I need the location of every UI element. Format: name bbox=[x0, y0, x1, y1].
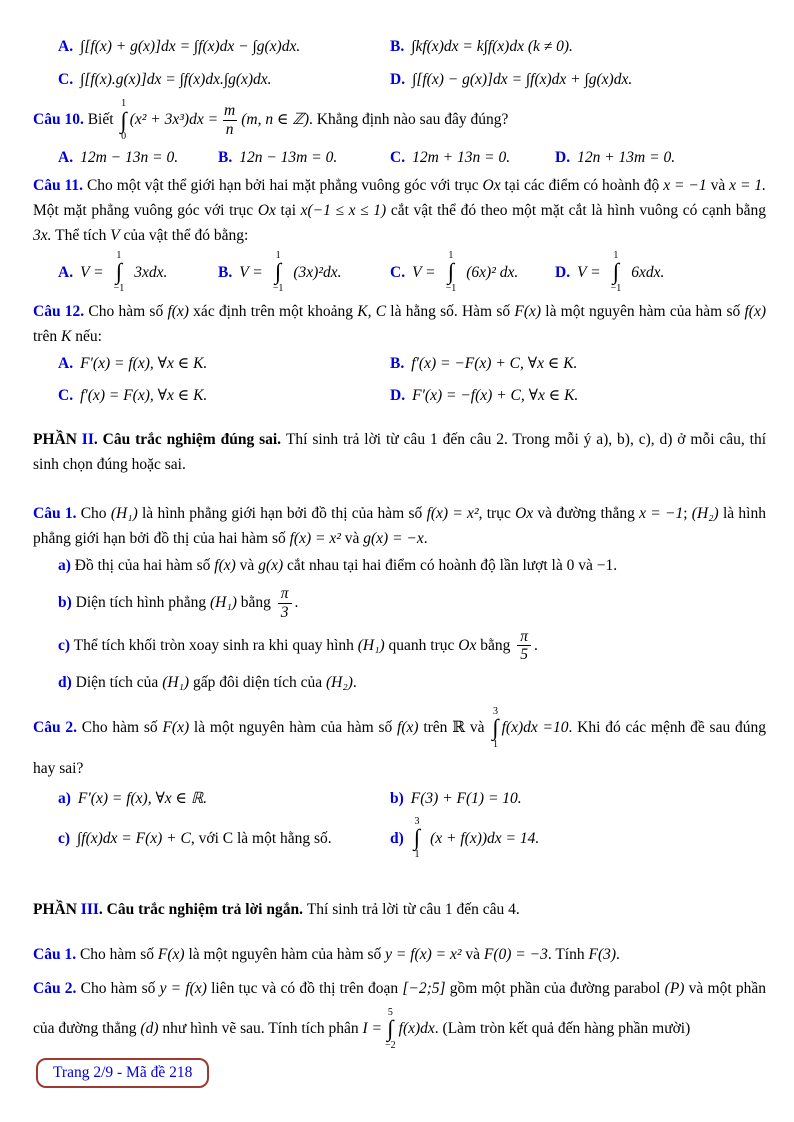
integral-lower-limit: −1 bbox=[113, 283, 125, 295]
part2-numeral: II bbox=[81, 431, 94, 449]
item-letter: c) bbox=[58, 829, 71, 847]
option-pre: V = bbox=[80, 263, 104, 281]
q11-math: x = 1. bbox=[729, 176, 766, 194]
option-formula: 12n − 13m = 0. bbox=[239, 148, 338, 166]
p2q1-text: và đường thẳng bbox=[533, 505, 640, 523]
part3-word: PHẦN bbox=[33, 900, 81, 918]
integral-sign: ∫ bbox=[492, 715, 499, 741]
item-math: f(x) bbox=[214, 557, 236, 575]
fraction-numerator: π bbox=[280, 585, 289, 603]
p3q1-text: Cho hàm số bbox=[76, 945, 158, 963]
q09-options bbox=[58, 34, 766, 92]
item-text: . bbox=[294, 593, 299, 611]
item-text: . bbox=[352, 674, 357, 692]
q11-text: Thể tích bbox=[51, 226, 111, 244]
p2q2-item-c bbox=[58, 816, 390, 861]
q12-math: K bbox=[60, 327, 72, 345]
integral-with-limits bbox=[446, 250, 457, 295]
option-letter: D. bbox=[390, 387, 406, 405]
item-formula: F(3) + F(1) = 10. bbox=[410, 790, 522, 808]
p2q2-items-ab bbox=[58, 786, 766, 812]
fraction-numerator: π bbox=[520, 627, 529, 645]
q11-text: Cho một vật thể giới hạn bởi hai mặt phẳng vuông góc với trục bbox=[83, 176, 483, 194]
p2q2-items-cd bbox=[58, 816, 766, 861]
part2-desc: Thí sinh trả lời từ câu 1 đến câu 2. Trong mỗi ý a), b), c), d) ở mỗi câu, thí sinh chọn đúng hoặc sai. bbox=[33, 431, 767, 474]
integral-upper-limit: 1 bbox=[613, 249, 619, 261]
option-formula: ∫kf(x)dx = k∫f(x)dx (k ≠ 0). bbox=[411, 38, 573, 55]
integral-sign: ∫ bbox=[387, 1016, 394, 1042]
q11-text: của vật thể đó bằng: bbox=[119, 226, 249, 244]
q12-math: f(x) bbox=[167, 302, 189, 320]
part3-title: Câu trắc nghiệm trả lời ngắn. bbox=[106, 900, 307, 918]
part2-title: Câu trắc nghiệm đúng sai. bbox=[102, 431, 286, 449]
p2q1-item-a bbox=[58, 553, 766, 579]
fraction-denominator: 5 bbox=[517, 645, 531, 664]
item-math: (H₁) bbox=[162, 674, 190, 692]
item-text: bằng bbox=[476, 636, 515, 654]
q09-option-a bbox=[58, 34, 390, 60]
q11-math: x(−1 ≤ x ≤ 1) bbox=[300, 201, 387, 219]
fraction bbox=[278, 585, 292, 622]
integral-lower-limit: −1 bbox=[610, 283, 622, 295]
p2q1-math: Ox bbox=[515, 505, 534, 523]
q12-text: là hằng số. Hàm số bbox=[386, 302, 515, 320]
q11-option-d bbox=[555, 250, 766, 295]
option-letter: D. bbox=[555, 263, 571, 281]
p2q2-item-b bbox=[390, 786, 766, 812]
fraction bbox=[517, 628, 531, 665]
integral-upper-limit: 1 bbox=[448, 249, 454, 261]
q12-text: Cho hàm số bbox=[84, 302, 168, 320]
part2-dot: . bbox=[93, 431, 103, 449]
p2q2-text: là một nguyên hàm của hàm số bbox=[189, 718, 398, 736]
p3q2-math: y = f(x) bbox=[159, 979, 207, 997]
p2q1-item-d bbox=[58, 670, 766, 696]
option-pre: V = bbox=[412, 263, 436, 281]
q12-math: K, C bbox=[357, 302, 387, 320]
q11-math: Ox bbox=[482, 176, 501, 194]
part3-desc: Thí sinh trả lời từ câu 1 đến câu 4. bbox=[306, 900, 520, 918]
integral-upper-limit: 5 bbox=[387, 1006, 393, 1018]
p2q1-math: f(x) = x² bbox=[289, 530, 341, 548]
q10-option-d bbox=[555, 145, 766, 171]
q12-option-d bbox=[390, 383, 766, 409]
q09-option-d bbox=[390, 67, 766, 93]
q12-options bbox=[58, 351, 766, 409]
item-letter: c) bbox=[58, 636, 71, 654]
option-letter: C. bbox=[390, 263, 406, 281]
option-letter: B. bbox=[390, 38, 405, 55]
q10-intro: Biết bbox=[83, 111, 118, 129]
q09-option-c bbox=[58, 67, 390, 93]
item-math: g(x) bbox=[258, 557, 284, 575]
item-formula: ∫f(x)dx = F(x) + C bbox=[77, 829, 191, 847]
p2q1-text: và bbox=[340, 530, 364, 548]
q12-statement bbox=[33, 299, 766, 349]
question-label: Câu 2. bbox=[33, 718, 77, 736]
item-letter: b) bbox=[390, 790, 404, 808]
item-formula: (x + f(x))dx = 14. bbox=[430, 829, 540, 847]
option-formula: ∫[f(x) + g(x)]dx = ∫f(x)dx − ∫g(x)dx. bbox=[80, 38, 301, 55]
p2q1-text: ; bbox=[683, 505, 692, 523]
option-letter: A. bbox=[58, 263, 74, 281]
p3q1-math: F(0) = −3 bbox=[483, 945, 548, 963]
question-label: Câu 11. bbox=[33, 176, 84, 194]
option-formula: F′(x) = −f(x) + C, ∀x ∈ K. bbox=[412, 387, 579, 405]
integral-with-limits bbox=[385, 1007, 396, 1052]
p2q2-item-d bbox=[390, 816, 766, 861]
option-letter: B. bbox=[218, 263, 233, 281]
p3q1-text: và bbox=[461, 945, 484, 963]
item-text: Diện tích của bbox=[71, 674, 163, 692]
p2q2-math: F(x) bbox=[162, 718, 190, 736]
integral-upper-limit: 1 bbox=[275, 249, 281, 261]
q11-math: 3x. bbox=[33, 226, 52, 244]
item-letter: a) bbox=[58, 557, 71, 575]
item-text: . bbox=[534, 636, 538, 654]
p2q1-math: x = −1 bbox=[639, 505, 684, 523]
p3q2-text: liên tục và có đồ thị trên đoạn bbox=[206, 979, 403, 997]
q11-math: x = −1 bbox=[663, 176, 707, 194]
item-text: và bbox=[235, 557, 259, 575]
integral-with-limits bbox=[273, 250, 284, 295]
item-formula: F′(x) = f(x), ∀x ∈ ℝ. bbox=[77, 790, 208, 808]
item-text: , với C là một hằng số. bbox=[190, 829, 332, 847]
q12-text: xác định trên một khoảng bbox=[188, 302, 358, 320]
p3q2-math: [−2;5] bbox=[402, 979, 446, 997]
p2q1-math: f(x) = x² bbox=[426, 505, 479, 523]
q11-text: Một mặt phẳng vuông góc với trục bbox=[33, 201, 258, 219]
p2q1-item-b bbox=[58, 585, 766, 622]
integral-sign: ∫ bbox=[413, 825, 421, 851]
p2q1-text: Cho bbox=[76, 505, 111, 523]
q11-text: tại các điểm có hoành độ bbox=[500, 176, 664, 194]
integral-with-limits bbox=[414, 816, 420, 861]
p3q2-text: như hình vẽ sau. Tính tích phân bbox=[158, 1019, 363, 1037]
q12-text: nếu: bbox=[71, 327, 102, 345]
p2q1-math: (H₂) bbox=[691, 505, 719, 523]
integral-with-limits bbox=[611, 250, 622, 295]
option-formula: 6xdx. bbox=[631, 263, 665, 281]
q10-integrand: (x² + 3x³)dx = bbox=[129, 111, 219, 129]
page-number-text: Trang 2/9 - Mã đề 218 bbox=[53, 1064, 193, 1081]
item-letter: a) bbox=[58, 790, 71, 808]
q11-options bbox=[58, 250, 766, 295]
q09-option-b bbox=[390, 34, 766, 60]
q10-statement bbox=[33, 98, 766, 143]
item-text: Diện tích hình phẳng bbox=[71, 593, 210, 611]
q10-option-c bbox=[390, 145, 555, 171]
option-formula: f′(x) = F(x), ∀x ∈ K. bbox=[80, 387, 208, 405]
integral-lower-limit: −2 bbox=[385, 1039, 396, 1051]
integral-sign: ∫ bbox=[612, 259, 620, 285]
part3-dot: . bbox=[98, 900, 107, 918]
q11-text: và bbox=[706, 176, 730, 194]
option-formula: 12m − 13n = 0. bbox=[80, 148, 179, 166]
q12-option-a bbox=[58, 351, 390, 377]
question-label: Câu 10. bbox=[33, 111, 84, 129]
p3q2-statement bbox=[33, 971, 766, 1051]
option-letter: A. bbox=[58, 148, 74, 166]
p2q2-math: f(x)dx =10 bbox=[501, 718, 569, 736]
p2q1-math: g(x) = −x bbox=[363, 530, 424, 548]
q12-option-c bbox=[58, 383, 390, 409]
item-math: Ox bbox=[458, 636, 477, 654]
p2q2-math: f(x) bbox=[397, 718, 419, 736]
option-letter: A. bbox=[58, 354, 74, 372]
option-pre: V = bbox=[239, 263, 263, 281]
integral-sign: ∫ bbox=[115, 259, 123, 285]
p3q2-text: gồm một phần của đường parabol bbox=[445, 979, 665, 997]
option-formula: (3x)²dx. bbox=[293, 263, 342, 281]
p2q2-item-a bbox=[58, 786, 390, 812]
q12-option-b bbox=[390, 351, 766, 377]
question-label: Câu 1. bbox=[33, 945, 77, 963]
p3q2-text: Cho hàm số bbox=[76, 979, 160, 997]
integral-lower-limit: 0 bbox=[121, 131, 127, 143]
part3-numeral: III bbox=[80, 900, 99, 918]
p3q1-math: y = f(x) = x² bbox=[385, 945, 462, 963]
question-label: Câu 2. bbox=[33, 979, 77, 997]
p2q1-statement bbox=[33, 501, 766, 551]
q10-option-b bbox=[218, 145, 390, 171]
integral-sign: ∫ bbox=[274, 259, 282, 285]
part3-heading bbox=[33, 897, 766, 922]
part2-word: PHẦN bbox=[33, 431, 82, 449]
q10-option-a bbox=[58, 145, 218, 171]
option-letter: C. bbox=[58, 387, 74, 405]
integral-sign: ∫ bbox=[447, 259, 455, 285]
p3q2-text: . (Làm tròn kết quả đến hàng phần mười) bbox=[434, 1019, 691, 1037]
q11-math: V bbox=[110, 226, 120, 244]
p3q1-text: . bbox=[616, 945, 620, 963]
p2q2-text: Cho hàm số bbox=[76, 718, 163, 736]
item-math: (H₁) bbox=[209, 593, 237, 611]
fraction-denominator: 3 bbox=[278, 603, 292, 622]
q11-text: cắt vật thể đó theo một mặt cắt là hình vuông có cạnh bằng bbox=[386, 201, 766, 219]
p3q1-math: F(3) bbox=[588, 945, 617, 963]
integral-with-limits bbox=[114, 250, 125, 295]
q11-option-b bbox=[218, 250, 390, 295]
q10-options bbox=[58, 145, 766, 171]
option-formula: F′(x) = f(x), ∀x ∈ K. bbox=[80, 354, 208, 372]
option-letter: C. bbox=[390, 148, 406, 166]
item-text: gấp đôi diện tích của bbox=[189, 674, 326, 692]
p3q2-math: I = bbox=[362, 1019, 382, 1037]
p2q1-text: là hình phẳng giới hạn bởi đồ thị của hàm số bbox=[137, 505, 427, 523]
p2q2-statement bbox=[33, 706, 766, 786]
option-pre: V = bbox=[577, 263, 601, 281]
q10-domain-note: (m, n ∈ ℤ) bbox=[241, 111, 310, 129]
option-formula: ∫[f(x).g(x)]dx = ∫f(x)dx.∫g(x)dx. bbox=[80, 70, 272, 88]
p2q1-text: . bbox=[423, 530, 428, 548]
question-label: Câu 12. bbox=[33, 302, 85, 320]
integral-lower-limit: 1 bbox=[414, 849, 420, 861]
fraction bbox=[221, 102, 238, 139]
p3q2-math: f(x)dx bbox=[398, 1019, 435, 1037]
p3q2-math: (d) bbox=[140, 1019, 159, 1037]
option-letter: D. bbox=[555, 148, 571, 166]
option-letter: C. bbox=[58, 70, 74, 88]
integral-sign: ∫ bbox=[120, 107, 127, 133]
p2q1-text: , trục bbox=[478, 505, 516, 523]
item-math: (H₁) bbox=[357, 636, 385, 654]
p2q1-text: là hình phẳng giới hạn bởi đồ thị của hai hàm số bbox=[33, 505, 766, 548]
integral-with-limits bbox=[492, 706, 498, 751]
q11-option-c bbox=[390, 250, 555, 295]
fraction-numerator: m bbox=[224, 102, 236, 120]
item-text: bằng bbox=[236, 593, 275, 611]
item-text: quanh trục bbox=[384, 636, 459, 654]
p2q2-text: trên ℝ và bbox=[418, 718, 490, 736]
option-letter: B. bbox=[390, 354, 405, 372]
integral-with-limits bbox=[120, 98, 126, 143]
q11-statement bbox=[33, 173, 766, 248]
option-formula: 3xdx. bbox=[134, 263, 168, 281]
option-formula: f′(x) = −F(x) + C, ∀x ∈ K. bbox=[411, 354, 578, 372]
option-formula: (6x)² dx. bbox=[466, 263, 519, 281]
p2q2-text: . Khi đó các mệnh đề sau đúng hay sai? bbox=[33, 718, 766, 777]
integral-upper-limit: 1 bbox=[116, 249, 122, 261]
item-text: cắt nhau tại hai điểm có hoành độ lần lượt là 0 và −1. bbox=[283, 557, 618, 575]
q11-math: Ox bbox=[257, 201, 276, 219]
item-letter: b) bbox=[58, 593, 72, 611]
item-letter: d) bbox=[390, 829, 404, 847]
page-footer-badge bbox=[36, 1058, 209, 1088]
q12-text: là một nguyên hàm của hàm số bbox=[541, 302, 745, 320]
fraction-denominator: n bbox=[223, 120, 237, 139]
integral-lower-limit: −1 bbox=[445, 283, 457, 295]
p3q2-text: và một phần của đường thẳng bbox=[33, 979, 766, 1037]
item-text: Đồ thị của hai hàm số bbox=[70, 557, 215, 575]
question-label: Câu 1. bbox=[33, 505, 77, 523]
q10-question-text: . Khẳng định nào sau đây đúng? bbox=[309, 111, 509, 129]
option-letter: D. bbox=[390, 70, 406, 88]
p2q1-item-c bbox=[58, 628, 766, 665]
integral-lower-limit: 1 bbox=[492, 739, 498, 751]
item-letter: d) bbox=[58, 674, 72, 692]
integral-upper-limit: 3 bbox=[492, 705, 498, 717]
q12-math: f(x) bbox=[744, 302, 767, 320]
integral-upper-limit: 1 bbox=[121, 98, 127, 110]
option-formula: ∫[f(x) − g(x)]dx = ∫f(x)dx + ∫g(x)dx. bbox=[412, 70, 633, 88]
p3q1-math: F(x) bbox=[157, 945, 185, 963]
option-formula: 12m + 13n = 0. bbox=[412, 148, 511, 166]
integral-upper-limit: 3 bbox=[414, 815, 420, 827]
q12-math: F(x) bbox=[514, 302, 542, 320]
q11-text: tại bbox=[275, 201, 301, 219]
p3q1-text: . Tính bbox=[547, 945, 589, 963]
part2-heading bbox=[33, 427, 766, 477]
p3q2-math: (P) bbox=[664, 979, 685, 997]
p3q1-statement bbox=[33, 942, 766, 967]
option-formula: 12n + 13m = 0. bbox=[577, 148, 676, 166]
integral-lower-limit: −1 bbox=[272, 283, 284, 295]
item-text: Thể tích khối tròn xoay sinh ra khi quay hình bbox=[70, 636, 358, 654]
p3q1-text: là một nguyên hàm của hàm số bbox=[184, 945, 386, 963]
q12-text: trên bbox=[33, 327, 61, 345]
q11-option-a bbox=[58, 250, 218, 295]
p2q1-math: (H₁) bbox=[110, 505, 138, 523]
option-letter: A. bbox=[58, 38, 74, 55]
option-letter: B. bbox=[218, 148, 233, 166]
item-math: (H₂) bbox=[325, 674, 353, 692]
